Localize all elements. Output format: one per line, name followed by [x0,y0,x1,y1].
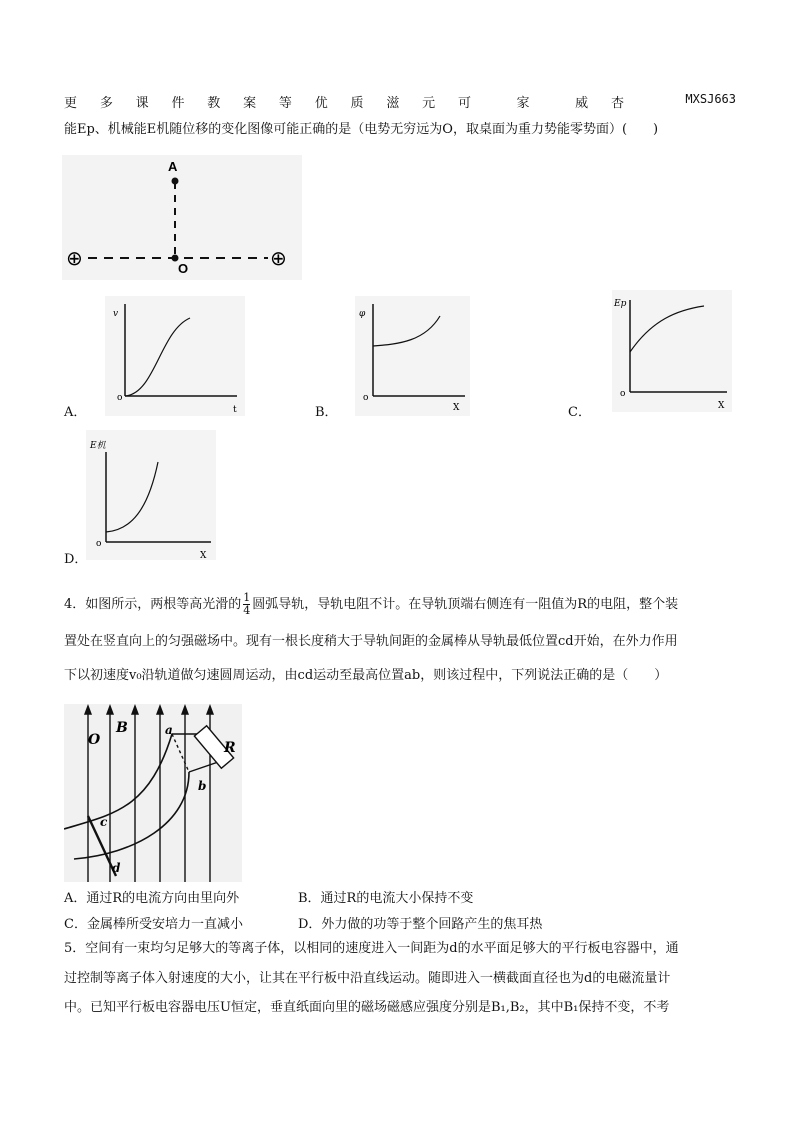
q3-option-a-graph [105,296,245,416]
axis-x-label: X [453,403,460,413]
header-code: MXSJ663 [685,92,736,106]
q4-option-c: C．金属棒所受安培力一直减小 [64,917,243,932]
q5-line-1: 5．空间有一束均匀足够大的等离子体，以相同的速度进入一间距为d的水平面足够大的平行板电容器中，通 [64,941,679,956]
q3-stem: 能Ep、机械能E机随位移的变化图像可能正确的是（电势无穷远为O，取桌面为重力势能零势面）( ) [64,122,659,137]
origin-label: o [363,393,369,403]
origin-label: o [117,393,123,403]
label-d: d [112,861,121,875]
q4-line-3: 下以初速度v₀沿轨道做匀速圆周运动，由cd运动至最高位置ab，则该过程中，下列说法正确的是（ ） [64,668,668,683]
axis-y-label: φ [359,309,366,319]
label-a: a [165,723,173,737]
axis-y-label: Ep [614,299,627,309]
origin-label: o [620,389,626,399]
axis-x-label: t [233,405,237,415]
q3-option-b-graph [355,296,470,416]
q4-option-b: B．通过R的电流大小保持不变 [298,891,474,906]
q3-option-d-graph [86,430,216,560]
axis-y-label: v [113,309,119,319]
q5-line-2: 过控制等离子体入射速度的大小，让其在平行板中沿直线运动。随即进入一横截面直径也为d的电磁流量计 [64,971,671,986]
q4-option-d: D．外力做的功等于整个回路产生的焦耳热 [298,917,543,932]
q3-option-c-graph [612,290,732,412]
positive-charge-right-icon: ⊕ [270,246,287,270]
positive-charge-left-icon: ⊕ [66,246,83,270]
axis-x-label: X [718,401,725,411]
q3-option-c-label: C． [568,405,591,420]
axis-y-label: E机 [90,441,106,451]
point-a-label: A [168,159,178,174]
fraction-one-quarter: $\frac{1}{4}$ [243,591,251,617]
label-b-field: B [116,720,128,736]
origin-label: o [96,539,102,549]
label-b-point: b [198,779,207,793]
q4-option-a: A．通过R的电流方向由里向外 [64,891,240,906]
q3-option-b-label: B． [315,405,338,420]
page-header [64,92,736,110]
label-c: c [100,815,108,829]
q5-line-3: 中。已知平行板电容器电压U恒定，垂直纸面向里的磁场磁感应强度分别是B₁,B₂，其中B₁保持不变，不考 [64,1000,670,1015]
q3-option-d-label: D． [64,552,88,567]
label-o: O [88,732,101,748]
q3-option-a-label: A． [64,405,87,420]
q3-charge-figure [62,155,302,280]
label-r: R [224,740,236,756]
q4-line-2: 置处在竖直向上的匀强磁场中。现有一根长度稍大于导轨间距的金属棒从导轨最低位置cd开始，在外力作用 [64,634,678,649]
axis-x-label: X [200,551,207,560]
q4-rail-figure [64,704,242,882]
point-o-label: O [178,261,189,276]
header-watermark-text: 更 多 课 件 教 案 等 优 质 滋 元 可 家 威 杏 [64,96,624,111]
q4-line-1: 4．如图所示，两根等高光滑的 $\frac{1}{4}$ 圆弧导轨，导轨电阻不计。在导轨顶端右侧连有一阻值为R的电阻，整个装 [64,591,679,617]
